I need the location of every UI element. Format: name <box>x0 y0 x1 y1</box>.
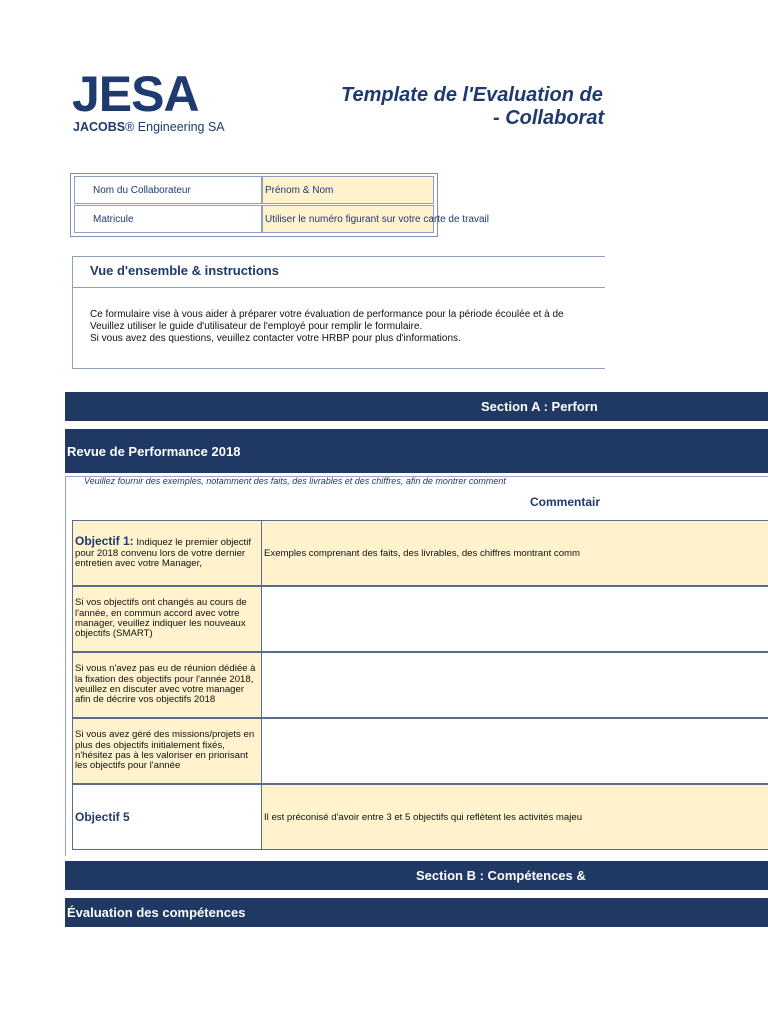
section-a-bar <box>65 392 768 421</box>
objective-3-description <box>72 652 262 718</box>
identity-value-name[interactable]: Prénom & Nom <box>262 176 434 204</box>
overview-title: Vue d'ensemble & instructions <box>90 263 279 278</box>
objective-5-description <box>72 784 262 850</box>
overview-right-edge <box>605 256 768 369</box>
overview-line-3: Si vous avez des questions, veuillez contacter votre HRBP pour plus d'informations. <box>90 333 461 344</box>
review-hint: Veuillez fournir des exemples, notamment des faits, des livrables et des chiffres, afin de montrer comment <box>84 476 506 486</box>
objective-1-comment[interactable]: Exemples comprenant des faits, des livrables, des chiffres montrant comm <box>262 520 768 586</box>
objective-2-description <box>72 586 262 652</box>
objective-3-text: Si vous n'avez pas eu de réunion dédiée à la fixation des objectifs pour l'année 2018, veuillez en discuter avec votre manager afin de décrire vos objectifs 2018 <box>75 663 256 706</box>
section-a-label: Section A : Perforn <box>481 399 598 414</box>
objective-1-label: Objectif 1: <box>75 534 134 549</box>
objective-2-text: Si vos objectifs ont changés au cours de l'année, en commun accord avec votre manager, veuillez indiquer les nouveaux objectifs (SMART) <box>75 597 247 640</box>
comment-header: Commentair <box>530 495 601 509</box>
competences-title: Évaluation des compétences <box>67 905 246 920</box>
identity-label-matricule: Matricule <box>74 205 262 233</box>
jacobs-logo-text <box>73 119 225 135</box>
objective-4-text: Si vous avez géré des missions/projets en plus des objectifs initialement fixés, n'hésitez pas à les valoriser en priorisant les objectifs pour l'année <box>75 729 255 772</box>
objective-4-comment[interactable] <box>262 718 768 784</box>
objective-3-comment[interactable] <box>262 652 768 718</box>
page-title-line1: Template de l'Evaluation de <box>341 84 603 106</box>
objective-1-description <box>72 520 262 586</box>
objective-5-comment[interactable]: Il est préconisé d'avoir entre 3 et 5 objectifs qui reflètent les activités majeu <box>262 784 768 850</box>
review-header-bar <box>65 429 768 473</box>
identity-label-name: Nom du Collaborateur <box>74 176 262 204</box>
overview-text <box>90 309 605 345</box>
section-b-bar <box>65 861 768 890</box>
review-title: Revue de Performance 2018 <box>67 443 241 459</box>
jesa-logo: JESA <box>72 66 199 122</box>
overview-line-2: Veuillez utiliser le guide d'utilisateur de l'employé pour remplir le formulaire. <box>90 321 423 332</box>
objective-2-comment[interactable] <box>262 586 768 652</box>
objective-4-description <box>72 718 262 784</box>
objective-1-desc: Indiquez le premier objectif pour 2018 convenu lors de votre dernier entretien avec votre Manager, <box>75 537 252 570</box>
overview-divider <box>72 287 606 288</box>
objective-5-label: Objectif 5 <box>75 809 130 824</box>
jacobs-logo-rest: ® Engineering SA <box>125 120 225 134</box>
identity-value-matricule[interactable]: Utiliser le numéro figurant sur votre carte de travail <box>262 205 434 233</box>
objective-1-text <box>75 536 259 569</box>
competences-bar <box>65 898 768 927</box>
section-b-label: Section B : Compétences & <box>416 868 586 883</box>
jacobs-logo-bold: JACOBS <box>73 120 126 134</box>
overview-line-1: Ce formulaire vise à vous aider à préparer votre évaluation de performance pour la période écoulée et à de <box>90 309 564 320</box>
page-title-line2: - Collaborat <box>493 107 605 129</box>
